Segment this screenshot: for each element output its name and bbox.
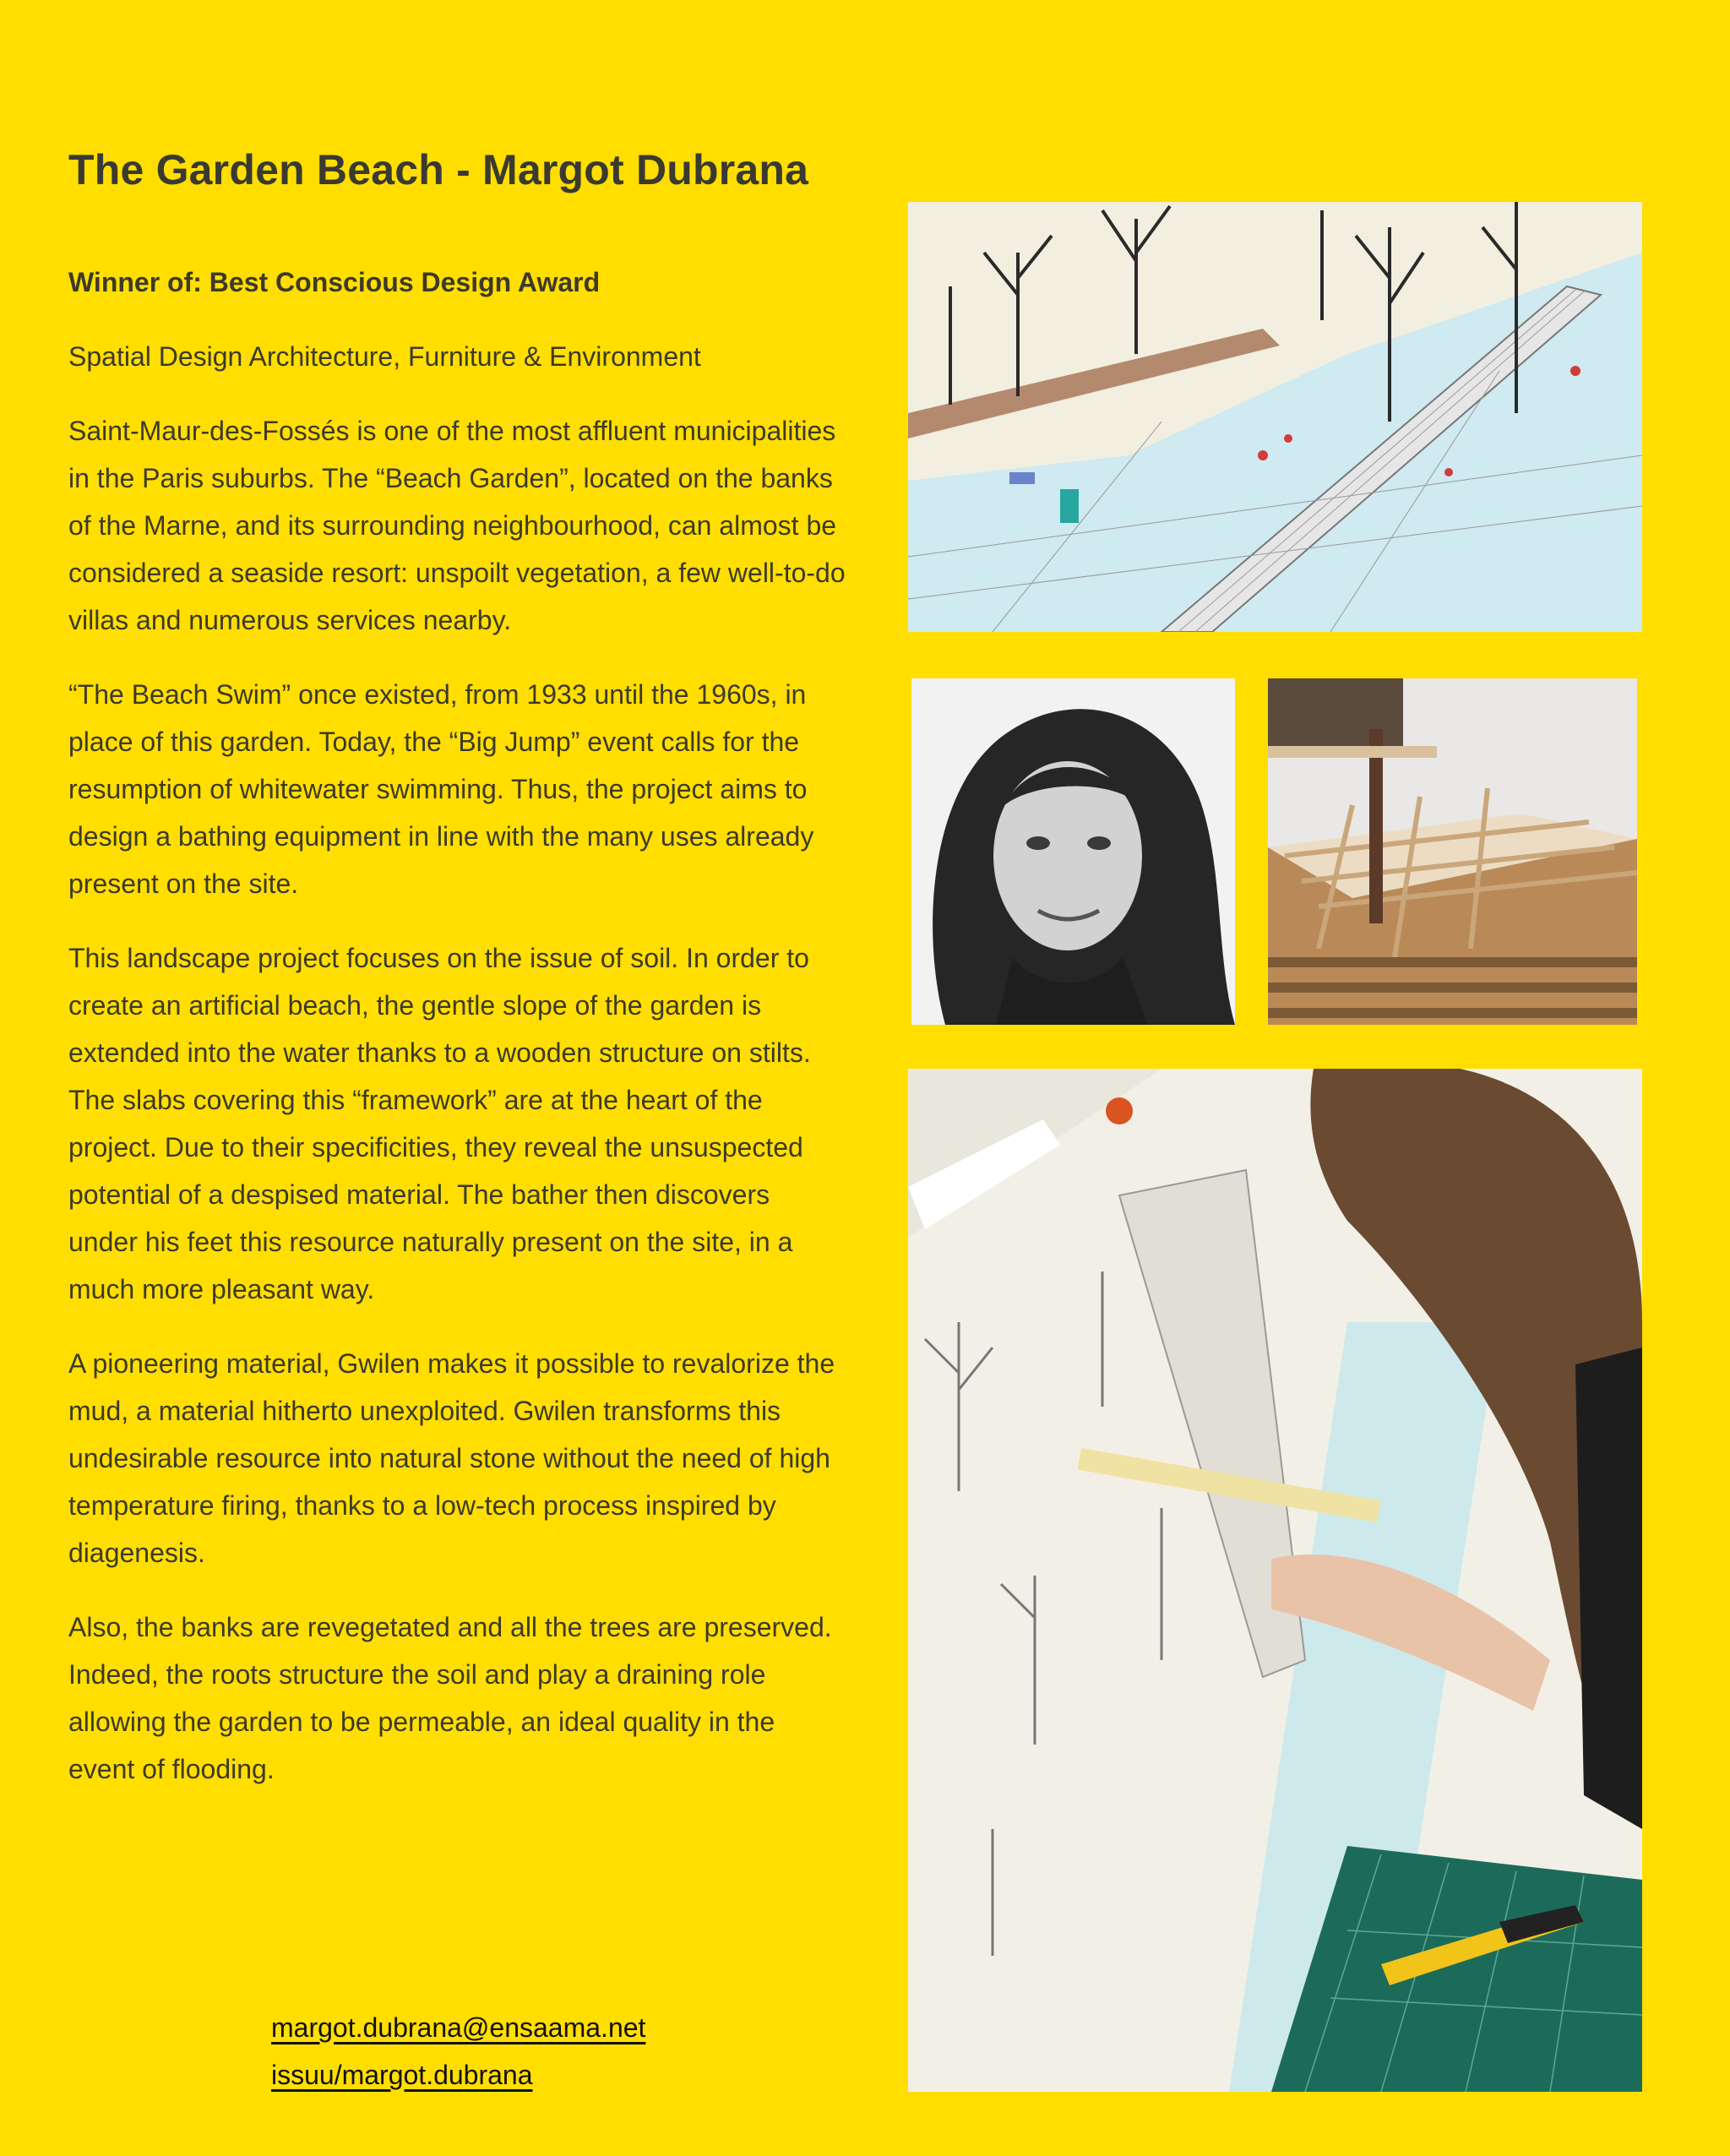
project-description	[68, 259, 846, 1820]
issuu-link[interactable]: issuu/margot.dubrana	[271, 2060, 533, 2090]
page-title: The Garden Beach - Margot Dubrana	[68, 146, 809, 193]
description-paragraph: A pioneering material, Gwilen makes it possible to revalorize the mud, a material hitherto unexploited. Gwilen transforms this undesirable resource into natural stone without the need of high temperature firing, thanks to a low-tech process inspired by diagenesis.	[68, 1348, 835, 1568]
wooden-model-photo	[1268, 678, 1637, 1025]
description-paragraph: This landscape project focuses on the issue of soil. In order to create an artificial beach, the gentle slope of the garden is extended into the water thanks to a wooden structure on stilts. The slabs covering this “framework” are at the heart of the project. Due to their specificities, they reveal the unsuspected potential of a despised material. The bather then discovers under his feet this resource naturally present on the site, in a much more pleasant way.	[68, 943, 811, 1304]
description-paragraph: Saint-Maur-des-Fossés is one of the most affluent municipalities in the Paris suburbs. The “Beach Garden”, located on the banks of the Marne, and its surrounding neighbourhood, can almost be considered a seaside resort: unspoilt vegetation, a few well-to-do villas and numerous services nearby.	[68, 416, 846, 635]
description-paragraph: Also, the banks are revegetated and all the trees are preserved. Indeed, the roots structure the soil and play a draining role allowing the garden to be permeable, an ideal quality in the event of flooding.	[68, 1612, 832, 1784]
contact-links	[271, 2004, 645, 2099]
discipline-line: Spatial Design Architecture, Furniture & Environment	[68, 341, 701, 372]
award-line: Winner of: Best Conscious Design Award	[68, 267, 601, 297]
working-on-drawing-photo	[908, 1069, 1642, 2092]
landscape-drawing-image	[908, 202, 1642, 632]
email-link[interactable]: margot.dubrana@ensaama.net	[271, 2012, 646, 2043]
portrait-photo	[911, 678, 1235, 1025]
description-paragraph: “The Beach Swim” once existed, from 1933 until the 1960s, in place of this garden. Today, the “Big Jump” event calls for the resumption of whitewater swimming. Thus, the project aims to design a bathing equipment in line with the many uses already present on the site.	[68, 679, 814, 899]
